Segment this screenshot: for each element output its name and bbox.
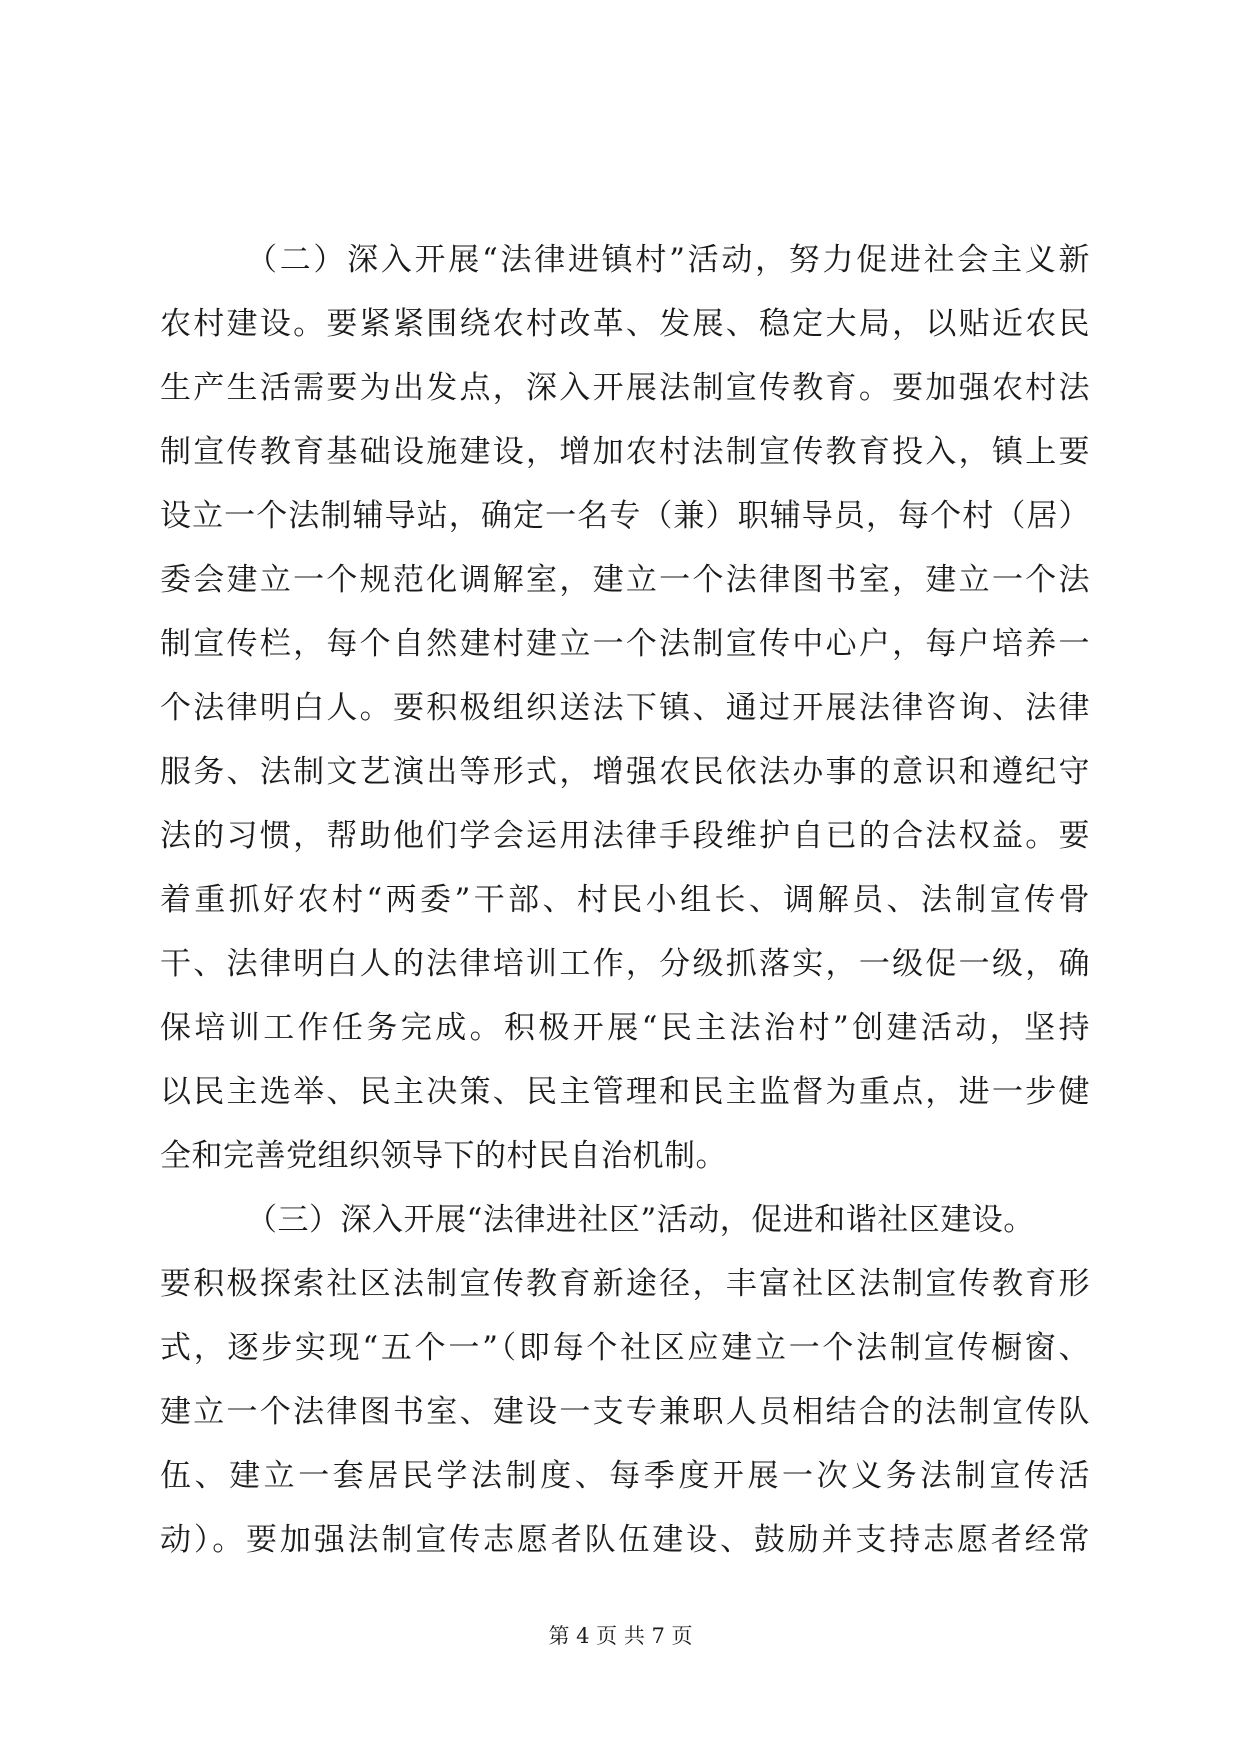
paragraph-line: 着重抓好农村“两委”干部、村民小组长、调解员、法制宣传骨 [160, 882, 1090, 918]
paragraph-line: （二）深入开展“法律进镇村”活动，努力促进社会主义新 [246, 242, 1090, 278]
paragraph-line: 要积极探索社区法制宣传教育新途径，丰富社区法制宣传教育形 [160, 1266, 1090, 1302]
paragraph-line: 建立一个法律图书室、建设一支专兼职人员相结合的法制宣传队 [160, 1394, 1090, 1430]
paragraph-line: 干、法律明白人的法律培训工作，分级抓落实，一级促一级，确 [160, 946, 1090, 982]
paragraph-line: 保培训工作任务完成。积极开展“民主法治村”创建活动，坚持 [160, 1010, 1090, 1046]
paragraph-line: 法的习惯，帮助他们学会运用法律手段维护自已的合法权益。要 [160, 818, 1090, 854]
paragraph-line: 个法律明白人。要积极组织送法下镇、通过开展法律咨询、法律 [160, 690, 1090, 726]
paragraph-line: 生产生活需要为出发点，深入开展法制宣传教育。要加强农村法 [160, 370, 1090, 406]
paragraph-line: （三）深入开展“法律进社区”活动，促进和谐社区建设。 [246, 1202, 1035, 1238]
paragraph-line: 式，逐步实现“五个一”（即每个社区应建立一个法制宣传橱窗、 [160, 1330, 1090, 1366]
paragraph-line: 制宣传栏，每个自然建村建立一个法制宣传中心户，每户培养一 [160, 626, 1090, 662]
paragraph-section-3 [160, 1188, 1090, 1572]
document-body [160, 228, 1090, 1572]
paragraph-line: 委会建立一个规范化调解室，建立一个法律图书室，建立一个法 [160, 562, 1090, 598]
paragraph-line: 动）。要加强法制宣传志愿者队伍建设、鼓励并支持志愿者经常 [160, 1522, 1090, 1558]
paragraph-line: 设立一个法制辅导站，确定一名专（兼）职辅导员，每个村（居） [160, 498, 1090, 534]
paragraph-line: 制宣传教育基础设施建设，增加农村法制宣传教育投入，镇上要 [160, 434, 1090, 470]
paragraph-line: 农村建设。要紧紧围绕农村改革、发展、稳定大局，以贴近农民 [160, 306, 1090, 342]
paragraph-line: 服务、法制文艺演出等形式，增强农民依法办事的意识和遵纪守 [160, 754, 1090, 790]
page-number-footer: 第 4 页 共 7 页 [548, 1624, 693, 1648]
paragraph-section-2 [160, 228, 1090, 1188]
paragraph-line: 以民主选举、民主决策、民主管理和民主监督为重点，进一步健 [160, 1074, 1090, 1110]
paragraph-line: 伍、建立一套居民学法制度、每季度开展一次义务法制宣传活 [160, 1458, 1090, 1494]
paragraph-line: 全和完善党组织领导下的村民自治机制。 [160, 1138, 727, 1174]
